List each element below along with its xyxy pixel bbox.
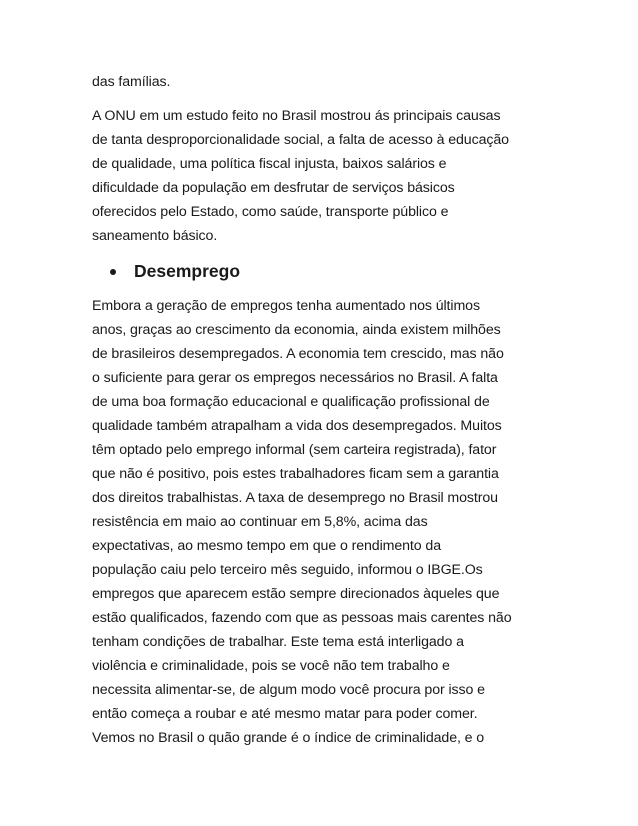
paragraph-line: Vemos no Brasil o quão grande é o índice de criminalidade, e o	[92, 730, 485, 746]
paragraph-line: o suficiente para gerar os empregos necessários no Brasil. A falta	[92, 370, 498, 386]
paragraph-line: então começa a roubar e até mesmo matar para poder comer.	[92, 706, 478, 722]
paragraph-line: violência e criminalidade, pois se você não tem trabalho e	[92, 658, 450, 674]
document-page	[92, 70, 552, 750]
paragraph-line: de brasileiros desempregados. A economia tem crescido, mas não	[92, 346, 504, 362]
paragraph-line: de qualidade, uma política fiscal injusta, baixos salários e	[92, 156, 447, 172]
paragraph-onu	[92, 104, 552, 248]
paragraph-line: expectativas, ao mesmo tempo em que o rendimento da	[92, 538, 441, 554]
paragraph-line: que não é positivo, pois estes trabalhadores ficam sem a garantia	[92, 466, 499, 482]
paragraph-line: Embora a geração de empregos tenha aumentado nos últimos	[92, 298, 480, 314]
paragraph-line: tenham condições de trabalhar. Este tema está interligado a	[92, 634, 464, 650]
paragraph-line: A ONU em um estudo feito no Brasil mostrou ás principais causas	[92, 108, 501, 124]
paragraph-line: população caiu pelo terceiro mês seguido, informou o IBGE.Os	[92, 562, 483, 578]
paragraph-line: empregos que aparecem estão sempre direcionados àqueles que	[92, 586, 500, 602]
paragraph-line: resistência em maio ao continuar em 5,8%, acima das	[92, 514, 428, 530]
paragraph-line: qualidade também atrapalham a vida dos desempregados. Muitos	[92, 418, 502, 434]
paragraph-line: necessita alimentar-se, de algum modo você procura por isso e	[92, 682, 485, 698]
paragraph-desemprego	[92, 294, 552, 750]
paragraph-line: dificuldade da população em desfrutar de serviços básicos	[92, 180, 455, 196]
paragraph-line: dos direitos trabalhistas. A taxa de desemprego no Brasil mostrou	[92, 490, 498, 506]
paragraph-line: saneamento básico.	[92, 228, 218, 244]
paragraph-line: de uma boa formação educacional e qualificação profissional de	[92, 394, 490, 410]
paragraph-line: estão qualificados, fazendo com que as pessoas mais carentes não	[92, 610, 512, 626]
bullet-icon	[110, 269, 116, 275]
section-heading: Desemprego	[134, 260, 241, 281]
paragraph-line: de tanta desproporcionalidade social, a falta de acesso à educação	[92, 132, 509, 148]
paragraph-line: têm optado pelo emprego informal (sem carteira registrada), fator	[92, 442, 497, 458]
paragraph-line: oferecidos pelo Estado, como saúde, transporte público e	[92, 204, 449, 220]
intro-line: das famílias.	[92, 74, 171, 90]
section-heading-row	[110, 254, 552, 288]
paragraph-line: anos, graças ao crescimento da economia, ainda existem milhões	[92, 322, 501, 338]
